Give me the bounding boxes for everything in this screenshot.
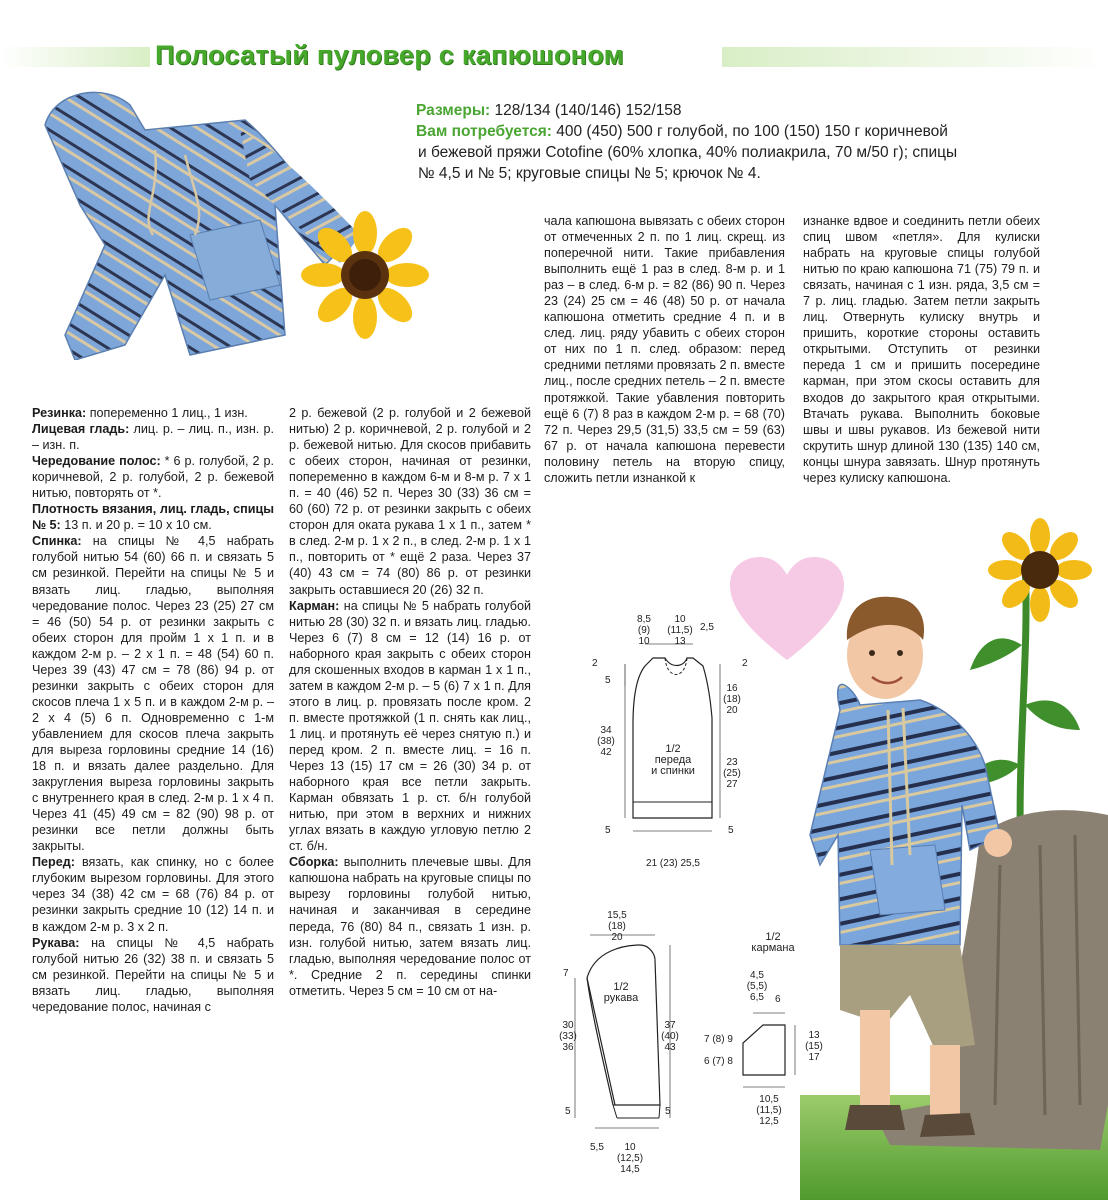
body-dim-left-2: 2 (592, 658, 598, 669)
sleeve-dim-top (602, 910, 632, 943)
pocket-dim-right3: 17 (808, 1052, 820, 1063)
body-dim-top6: 13 (674, 636, 686, 647)
body-dim-right16: 16 (726, 683, 738, 694)
sleeve-dim-top3: 20 (611, 932, 623, 943)
body-dim-top7: 2,5 (700, 622, 714, 633)
body-dim-right-5: 5 (728, 825, 734, 836)
sleeve-dim-left33: (33) (559, 1031, 577, 1042)
pocket-dim-bottom3: 12,5 (759, 1116, 779, 1127)
front-text: вязать, как спинку, но с более глубоким вырезом горловины. Для этого через 34 (38) 42 см = 68 (76) 84 р. от резинки закрыть средние 10 (12) 14 п. и в каждом 2-м р. 3 х 2 п. (32, 855, 275, 934)
sleeves-continued: 2 р. бежевой (2 р. голубой и 2 бежевой нитью) 2 р. коричневой, 2 р. голубой и 2 р. бежевой нитью. Для скосов прибавить с обеих сторон, начиная от резинки, попеременно в каждом 6-м и 8-м р. 7 х 1 п. = 40 (46) 52 п. Через 30 (33) 36 см = 60 (60) 72 р. от резинки закрыть с обеих сторон для оката рукава 1 х 1 п., затем * в след. 2-м р. 1 х 2 п., в след. 2-м р. 1 х 1 п., повторить от * ещё 2 раза. Через 37 (40) 43 см = 74 (80) 86 р. от резинки закрыть оставшиеся 20 (26) 32 п. (289, 406, 531, 597)
sizes-label: Размеры: (416, 102, 491, 119)
needs-line-1: 400 (450) 500 г голубой, по 100 (150) 150 г коричневой (556, 123, 948, 140)
pocket-dim-bottom2: (11,5) (756, 1105, 782, 1116)
back-text: на спицы № 4,5 набрать голубой нитью 54 (60) 66 п. и связать 5 см резинкой. Перейти на спицы № 5 и вязать лиц. гладью, выполняя чередование полос. Через 23 (25) 27 см = 46 (50) 54 р. от резинки закрыть с обеих сторон для пройм 1 х 1 п. и в каждом 2-м р. – 2 х 1 п. = 48 (54) 60 п. Через 39 (43) 47 см = 78 (86) 94 р. от резинки закрыть с обеих сторон для скосов плеча 1 х 5 п. и в каждом 2-м р. – 2 х 4 (5) 6 п. Одновременно с 1-м убавлением для скосов плеча закрыть для выреза горловины средние 14 (16) 18 п. и вязать далее раздельно. Для закругления выреза горловины закрыть с внутреннего края в след. 2-м р. 1 х 4 п. Через 41 (45) 49 см = 82 (90) 98 р. от резинки все петли должны быть закрыты. (32, 534, 274, 854)
body-label2: переда (654, 754, 692, 766)
pocket-label1: 1/2 (765, 931, 781, 943)
body-dim-top2: (9) (637, 625, 651, 636)
body-dim-left-5b: 5 (605, 825, 611, 836)
body-dim-top-1 (632, 614, 656, 647)
pocket-label2: кармана (751, 942, 795, 954)
stripes-text: * 6 р. голубой, 2 р. коричневой, 2 р. голубой, 2 р. бежевой нитью, повторять от *. (32, 454, 274, 501)
instructions-column-2 (289, 405, 531, 999)
body-dim-right18: (18) (723, 694, 741, 705)
body-dim-left42: 42 (600, 747, 612, 758)
rib-label: Резинка: (32, 406, 87, 420)
sleeve-dim-bottom125: (12,5) (616, 1153, 644, 1164)
pocket-dim-top (742, 970, 772, 1003)
assembly-label: Сборка: (289, 855, 339, 870)
pocket-label: Карман: (289, 598, 340, 613)
instructions-column-1 (32, 405, 274, 1015)
stst-label: Лицевая гладь: (32, 422, 130, 437)
body-dim-left34: 34 (600, 725, 612, 736)
sleeve-dim-bottom10: 10 (624, 1142, 636, 1153)
body-dim-right20: 20 (726, 705, 738, 716)
stst-text: лиц. р. – лиц. п., изн. р. – изн. п. (32, 422, 275, 453)
body-dim-right25: (25) (723, 768, 741, 779)
sizes-value: 128/134 (140/146) 152/158 (494, 102, 682, 119)
sleeve-dim-left-5: 5 (565, 1106, 571, 1117)
body-dim-right-armhole (720, 683, 744, 716)
sleeve-dim-left36: 36 (562, 1042, 574, 1053)
rib-text: попеременно 1 лиц., 1 изн. (89, 406, 248, 420)
pocket-dim-right (800, 1030, 828, 1063)
gauge-label: Плотность вязания, лиц. гладь, спицы № 5: (32, 502, 274, 533)
sleeve-label2: рукава (603, 992, 639, 1004)
body-dim-left-length (594, 725, 618, 758)
pocket-dim-right2: (15) (805, 1041, 823, 1052)
needs-line-3: № 4,5 и № 5; круговые спицы № 5; крючок № 4. (418, 165, 761, 182)
sleeve-dim-left-7: 7 (563, 968, 569, 979)
sleeve-dim-bottom145: 14,5 (620, 1164, 640, 1175)
header-decor-left (0, 47, 150, 67)
stripes-label: Чередование полос: (32, 454, 161, 469)
body-dim-top5: (11,5) (667, 625, 693, 636)
pocket-paragraph (289, 598, 531, 855)
pocket-dim-right1: 13 (808, 1030, 820, 1041)
pocket-dim-top4: 6 (775, 994, 781, 1005)
body-dim-left-5a: 5 (605, 675, 611, 686)
page-title: Полосатый пуловер с капюшоном (155, 40, 624, 70)
sleeve-dim-right-5: 5 (665, 1106, 671, 1117)
sleeve-dim-right37: 37 (664, 1020, 676, 1031)
finishing-paragraph: изнанке вдвое и соединить петли обеих спиц швом «петля». Для кулиски набрать на круговые спицы голубой нитью по краю капюшона 71 (75) 79 п. и связать, начиная с 1 изн. ряда, 3,5 см = 7 р. лиц. гладью. Затем петли закрыть лиц. Отвернуть кулиску внутрь и пришить, короткие стороны оставить открытыми. Отступить от резинки переда 1 см и пришить посередине карман, при этом скосы оставить для входов до закрытого края открытыми. Втачать рукава. Выполнить боковые швы и швы рукавов. Из бежевой нити скрутить шнур длиной 130 (135) 140 см, концы шнура завязать. Шнур протянуть через кулиску капюшона. (803, 214, 1040, 485)
sleeves-paragraph (32, 935, 274, 1015)
sleeves-label: Рукава: (32, 935, 80, 950)
needs-label: Вам потребуется: (416, 123, 552, 140)
sleeve-dim-right40: (40) (661, 1031, 679, 1042)
body-schema-label (640, 744, 706, 777)
needs-line-2: и бежевой пряжи Cotofine (60% хлопка, 40% полиакрила, 70 м/50 г); спицы (418, 144, 958, 161)
gauge-paragraph (32, 501, 274, 533)
body-dim-top4: 10 (674, 614, 686, 625)
stripes-paragraph (32, 453, 274, 501)
sleeve-dim-top1: 15,5 (607, 910, 627, 921)
instructions-column-4 (803, 213, 1040, 486)
boy-photo (800, 505, 1108, 1200)
body-dim-top1: 8,5 (637, 614, 651, 625)
pocket-dim-top3: 6,5 (750, 992, 764, 1003)
pocket-dim-bottom1: 10,5 (759, 1094, 779, 1105)
body-dim-right23: 23 (726, 757, 738, 768)
rib-paragraph (32, 405, 274, 421)
sleeve-dim-left30: 30 (562, 1020, 574, 1031)
front-paragraph (32, 854, 274, 934)
body-label1: 1/2 (665, 743, 681, 755)
pocket-dim-left2: 6 (7) 8 (704, 1056, 733, 1067)
hood-paragraph: чала капюшона вывязать с обеих сторон от отмеченных 2 п. по 1 лиц. скрещ. из поперечной нити. Такие прибавления выполнить ещё 1 раз в след. 8-м р. и 1 раз – в след. 6-м р. = 82 (86) 90 п. Через 23 (24) 25 см = 46 (48) 50 р. от начала капюшона отметить средние 4 п. и в след. лиц. ряду убавить с обеих сторон от них по 1 п. след. образом: перед средними петлями провязать 2 п. вместе лиц., после средних петель – 2 п. вместе протяжкой. Такие убавления повторить ещё 6 (7) 8 раз в каждом 2-м р. = 68 (70) 72 п. Через 29,5 (31,5) 33,5 см = 59 (63) 67 р. от начала капюшона перевести половину петель на вторую спицу, сложить петли изнанкой к (544, 214, 785, 485)
pocket-dim-left1: 7 (8) 9 (704, 1034, 733, 1045)
sleeve-dim-left-length (556, 1020, 580, 1053)
sleeve-dim-top2: (18) (608, 921, 626, 932)
body-dim-left38: (38) (597, 736, 615, 747)
instructions-column-3 (544, 213, 785, 486)
body-dim-right-side (720, 757, 744, 790)
body-dim-top-2 (664, 614, 696, 647)
sleeves-text: на спицы № 4,5 набрать голубой нитью 26 (32) 38 п. и связать 5 см резинкой. Перейти на спицы № 5 и вязать лиц. гладью, выполняя чередование полос, начиная с (32, 935, 274, 1014)
stst-paragraph (32, 421, 274, 453)
assembly-text: выполнить плечевые швы. Для капюшона набрать на круговые спицы по вырезу горловины голубой нитью, начиная и заканчивая в середине переда, 76 (80) 84 п., связать 1 изн. р. изн. голубой нитью, затем вязать лиц. гладью, выполняя чередование полос от *. Средние 2 п. середины спинки отметить. Через 5 см = 10 см от на- (289, 855, 532, 998)
back-label: Спинка: (32, 534, 82, 549)
assembly-paragraph (289, 854, 531, 998)
sleeve-dim-bottom-55: 5,5 (590, 1142, 604, 1153)
materials-block (416, 100, 1096, 184)
body-dim-right-2: 2 (742, 658, 748, 669)
body-dim-top3: 10 (638, 636, 650, 647)
sleeve-schema-label (596, 982, 646, 1004)
sleeve-dim-right43: 43 (664, 1042, 676, 1053)
pocket-dim-top1: 4,5 (750, 970, 764, 981)
back-paragraph (32, 533, 274, 854)
pocket-schema-label (744, 932, 802, 954)
body-dim-bottom: 21 (23) 25,5 (646, 858, 700, 869)
gauge-text: 13 п. и 20 р. = 10 х 10 см. (64, 518, 212, 533)
sleeve-label1: 1/2 (613, 981, 629, 993)
body-dim-right27: 27 (726, 779, 738, 790)
pocket-text: на спицы № 5 набрать голубой нитью 28 (30) 32 п. и вязать лиц. гладью. Через 6 (7) 8 см = 12 (14) 16 р. от наборного края закрыть с обеих сторон для скошенных входов в карман 1 х 1 п., затем в каждом 2-м р. – 5 (6) 7 х 1 п. Для этого в лиц. р. провязать после кром. 2 п. вместе протяжкой (1 п. снять как лиц., 1 лиц. и протянуть её через снятую п.) и перед кром. 2 п. вместе лиц. = 16 п. Через 13 (15) 17 см = 26 (30) 34 р. от наборного края все петли закрыть. Карман обвязать 1 р. ст. б/н голубой нитью, при этом в верхних и нижних углах вязать в каждую угловую петлю 2 ст. б/н. (289, 598, 532, 854)
pocket-dim-top2: (5,5) (746, 981, 768, 992)
pocket-dim-bottom (752, 1094, 786, 1127)
sweater-photo (35, 85, 435, 360)
sleeve-dim-right-length (658, 1020, 682, 1053)
body-label3: и спинки (651, 765, 695, 777)
sleeve-dim-bottom (612, 1142, 648, 1175)
front-label: Перед: (32, 855, 75, 870)
header-decor-right (722, 47, 1108, 67)
